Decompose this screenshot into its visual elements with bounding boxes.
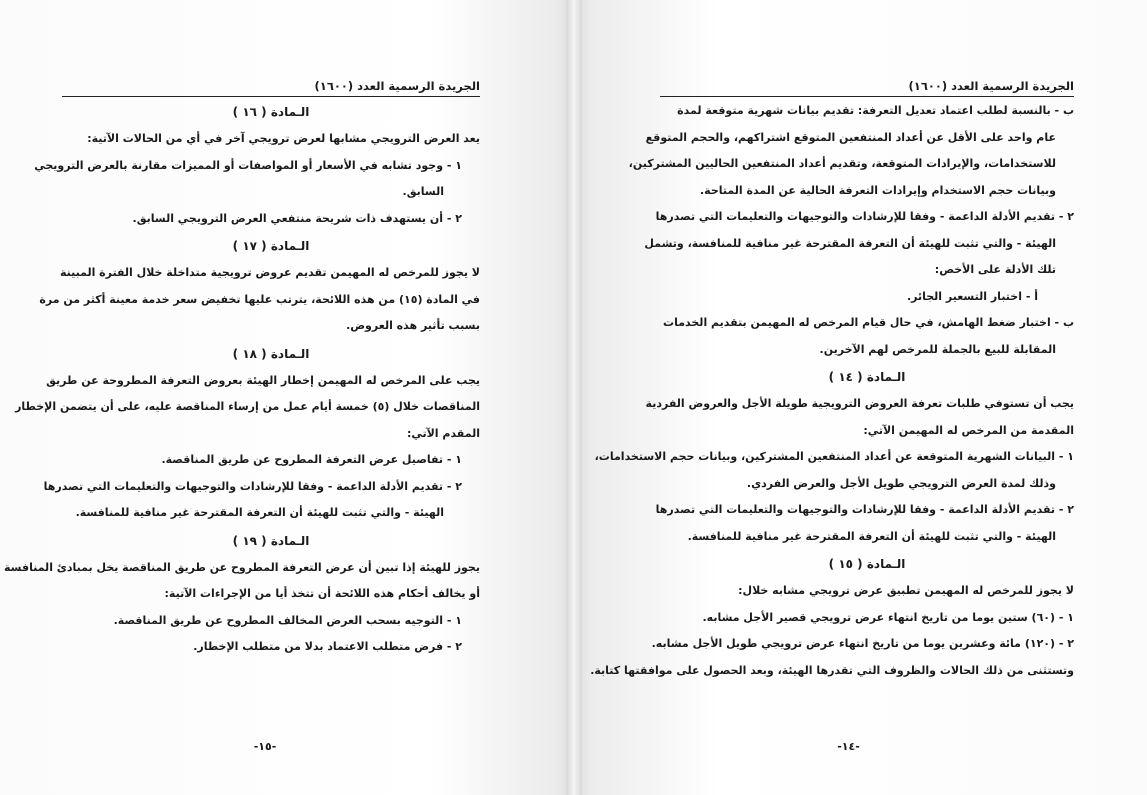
text-line: وذلك لمدة العرض الترويجي طويل الأجل والعرض الفردي.	[746, 476, 1056, 490]
text-line: وبيانات حجم الاستخدام وإيرادات التعرفة الحالية عن المدة المتاحة.	[699, 183, 1056, 197]
text-line: ٢ - تقديم الأدلة الداعمة - وفقا للإرشادات والتوجيهات والتعليمات التي تصدرها	[655, 210, 1074, 223]
text-line: يجب على المرخص له المهيمن إخطار الهيئة بعروض التعرفة المطروحة عن طريق	[46, 373, 480, 387]
text-line: ٢ - أن يستهدف ذات شريحة منتفعي العرض الترويجي السابق.	[132, 211, 462, 225]
text-line: يجب أن تستوفي طلبات تعرفة العروض الترويجية طويلة الأجل والعروض الفردية	[645, 397, 1074, 410]
text-line: ١ - البيانات الشهرية المتوقعة عن أعداد المنتفعين المشتركين، وبيانات حجم الاستخدامات،	[594, 450, 1074, 463]
text-line: لا يجوز للمرخص له المهيمن تقديم عروض ترويجية متداخلة خلال الفترة المبينة	[59, 266, 480, 279]
page-number-right: -١٤-	[837, 740, 860, 753]
text-line: أو يخالف أحكام هذه اللائحة أن تتخذ أيا من الإجراءات الآتية:	[164, 587, 480, 600]
book-gutter	[566, 0, 582, 795]
page-body-right	[590, 98, 1074, 684]
text-line: ١ - (٦٠) ستين يوما من تاريخ انتهاء عرض ترويجي قصير الأجل مشابه.	[702, 610, 1074, 624]
running-header-right	[660, 76, 1074, 97]
text-line: ١ - تفاصيل عرض التعرفة المطروح عن طريق المناقصة.	[161, 453, 462, 466]
page-body-left	[4, 98, 480, 661]
header-text: الجريدة الرسمية العدد (١٦٠٠)	[314, 79, 480, 93]
text-line: المقدم الآتي:	[406, 426, 480, 440]
text-line: ٢ - تقديم الأدلة الداعمة - وفقا للإرشادات والتوجيهات والتعليمات التي تصدرها	[43, 479, 462, 493]
text-line: عام واحد على الأقل عن أعداد المنتفعين المتوقع اشتراكهم، والحجم المتوقع	[645, 130, 1056, 144]
text-line: ب - بالنسبة لطلب اعتماد تعديل التعرفة: تقديم بيانات شهرية متوقعة لمدة	[677, 104, 1074, 117]
header-text: الجريدة الرسمية العدد (١٦٠٠)	[908, 79, 1074, 93]
article-heading: الـمادة ( ١٦ )	[232, 105, 310, 119]
text-line: السابق.	[402, 185, 444, 198]
page-number-left: -١٥-	[253, 740, 277, 753]
text-line: ٢ - تقديم الأدلة الداعمة - وفقا للإرشادات والتوجيهات والتعليمات التي تصدرها	[655, 503, 1074, 516]
text-line: يعد العرض الترويجي مشابها لعرض ترويجي آخر في أي من الحالات الآتية:	[87, 132, 480, 145]
text-line: للاستخدامات، والإيرادات المتوقعة، وتقديم أعداد المنتفعين الحاليين المشتركين،	[628, 157, 1056, 170]
text-line: المقابلة للبيع بالجملة للمرخص لهم الآخرين.	[819, 342, 1056, 356]
text-line: ١ - التوجيه بسحب العرض المخالف المطروح عن طريق المناقصة.	[113, 613, 462, 627]
text-line: في المادة (١٥) من هذه اللائحة، يترتب عليها تخفيض سعر خدمة معينة أكثر من مرة	[39, 292, 480, 306]
text-line: المقدمة من المرخص له المهيمن الآتي:	[863, 423, 1074, 437]
running-header-left	[62, 76, 480, 97]
text-line: ب - اختبار ضغط الهامش، في حال قيام المرخص له المهيمن بتقديم الخدمات	[663, 316, 1074, 329]
text-line: الهيئة - والتي تثبت للهيئة أن التعرفة المقترحة غير منافية للمنافسة.	[687, 529, 1056, 543]
text-line: ٢ - (١٢٠) مائة وعشرين يوما من تاريخ انتهاء عرض ترويجي طويل الأجل مشابه.	[651, 637, 1074, 650]
text-line: أ - اختبار التسعير الجائر.	[906, 289, 1038, 303]
text-line: بسبب تأثير هذه العروض.	[346, 319, 480, 332]
article-heading: الـمادة ( ١٧ )	[232, 239, 310, 253]
page-right	[574, 0, 1147, 795]
text-line: لا يجوز للمرخص له المهيمن تطبيق عرض ترويجي مشابه خلال:	[738, 584, 1074, 597]
article-heading: الـمادة ( ١٨ )	[232, 346, 310, 361]
text-line: الهيئة - والتي تثبت للهيئة أن التعرفة المقترحة غير منافية للمنافسة.	[75, 506, 444, 519]
text-line: تلك الأدلة على الأخص:	[934, 263, 1056, 276]
article-heading: الـمادة ( ١٩ )	[232, 533, 310, 548]
text-line: ١ - وجود تشابه في الأسعار أو المواصفات أو المميزات مقارنة بالعرض الترويجي	[34, 158, 462, 172]
text-line: المناقصات خلال (٥) خمسة أيام عمل من إرساء المناقصة عليه، على أن يتضمن الإخطار	[15, 400, 480, 413]
text-line: يجوز للهيئة إذا تبين أن عرض التعرفة المطروح عن طريق المناقصة يخل بمبادئ المنافسة	[4, 560, 480, 574]
text-line: الهيئة - والتي تثبت للهيئة أن التعرفة المقترحة غير منافية للمنافسة، وتشمل	[644, 236, 1056, 250]
article-heading: الـمادة ( ١٥ )	[828, 557, 906, 571]
article-heading: الـمادة ( ١٤ )	[828, 370, 906, 384]
text-line: ٢ - فرض متطلب الاعتماد بدلا من متطلب الإخطار.	[193, 640, 462, 653]
text-line: وتستثنى من ذلك الحالات والظروف التي تقدرها الهيئة، وبعد الحصول على موافقتها كتابة.	[590, 663, 1074, 677]
